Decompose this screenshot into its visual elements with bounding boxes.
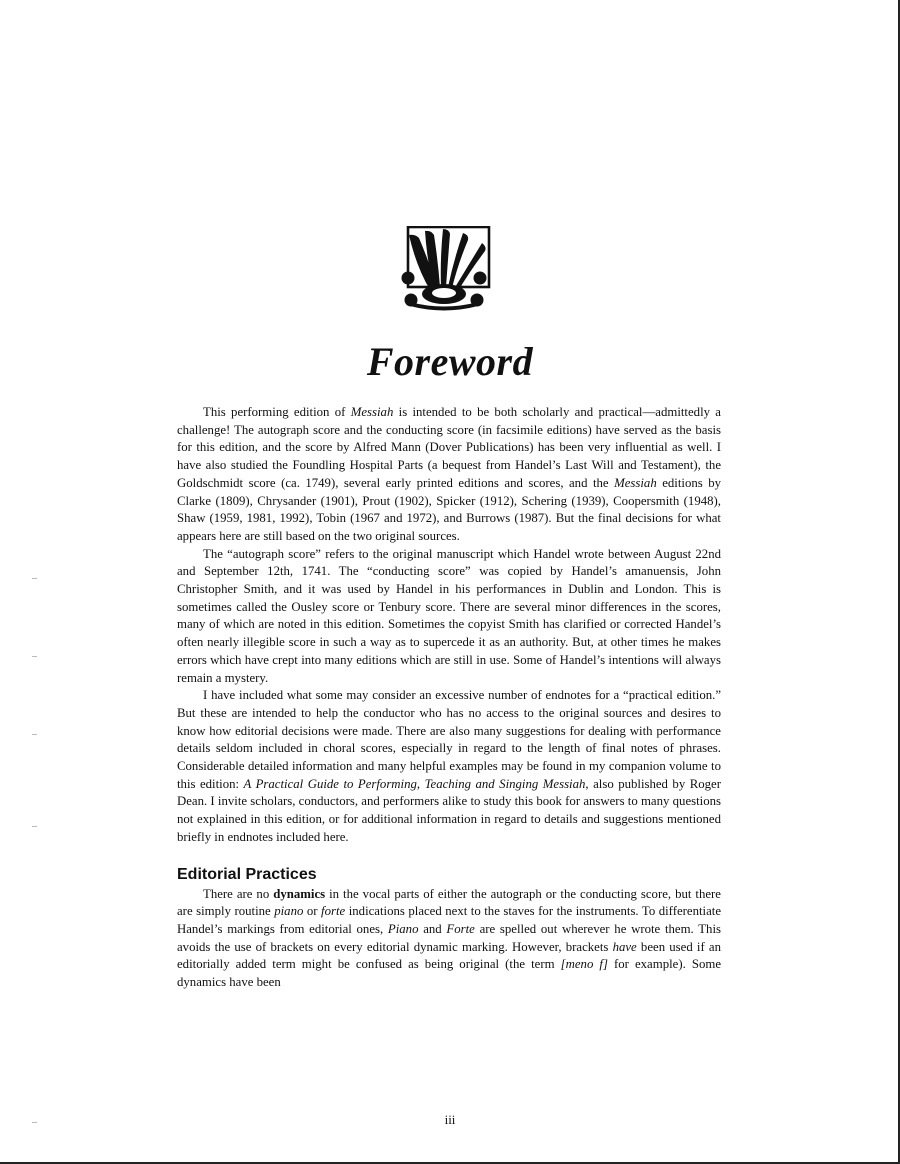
text-run: also published by Roger Dean. I invite scholars, conductors, and performers alike to study this book for answers to many questions not explained in this edition, or for additional information in regard to details and suggestions mentioned briefly in endnotes included here. — [177, 776, 721, 844]
italic-text: Forte — [446, 921, 475, 936]
italic-text: [meno f] — [560, 957, 608, 972]
text-run: indications placed next to the staves for the instruments. To differentiate Handel’s markings from editorial ones, — [177, 904, 722, 936]
foreword-paragraph — [177, 687, 721, 846]
foreword-paragraph — [177, 546, 721, 688]
margin-mark — [32, 578, 37, 579]
section-paragraph — [177, 886, 721, 992]
fan-ornament-icon — [396, 226, 492, 312]
text-run: This performing edition of — [203, 405, 351, 419]
text-run: been used if an editorially added term might be confused as being original (the term — [177, 939, 721, 972]
margin-mark — [32, 826, 37, 827]
text-run: for example). Some dynamics have been — [177, 957, 721, 990]
italic-text: Piano — [387, 921, 419, 936]
text-run: are spelled out wherever he wrote them. This avoids the use of brackets on every editorial dynamic marking. However, brackets — [177, 921, 721, 954]
text-run: is intended to be both scholarly and practical—admittedly a challenge! The autograph score and the conducting score (in facsimile editions) have served as the basis for this edition, and the score by Alfred Mann (Dover Publications) has been very influential as well. I have also studied the Foundling Hospital Parts (a bequest from Handel’s Last Will and Testament), the Goldschmidt score (ca. 1749), several early printed editions and scores, and the — [177, 405, 721, 490]
text-run: editions by Clarke (1809), Chrysander (1901), Prout (1902), Spicker (1912), Schering (1939), Coopersmith (1948), Shaw (1959, 1981, 1992), Tobin (1967 and 1972), and Burrows (1987). But the final decisions for what appears here are still based on the two original sources. — [177, 475, 721, 543]
italic-text: A Practical Guide to Performing, Teaching and Singing Messiah, — [243, 776, 589, 791]
italic-text: Messiah — [350, 405, 394, 419]
bold-term: dynamics — [273, 886, 326, 901]
italic-text: piano — [274, 904, 304, 919]
text-run: There are no — [203, 886, 274, 901]
text-run: in the vocal parts of either the autograph or the conducting score, but there are simply routine — [177, 886, 721, 919]
text-run: or — [303, 904, 322, 919]
page-title: Foreword — [366, 339, 534, 384]
italic-text: forte — [321, 904, 346, 919]
text-run: I have included what some may consider an excessive number of endnotes for a “practical edition.” But these are intended to help the conductor who has no access to the original sources and desires to know how editorial decisions were made. There are also many suggestions for dealing with performance details seldom included in choral scores, especially in regard to the length of final notes of phrases. Considerable detailed information and many helpful examples may be found in my companion volume to this edition: — [177, 688, 721, 791]
text-run: and — [418, 921, 447, 936]
italic-text: have — [612, 939, 637, 954]
section-heading: Editorial Practices — [177, 865, 317, 883]
foreword-paragraph — [177, 404, 721, 546]
italic-text: Messiah — [614, 475, 657, 490]
text-run: The “autograph score” refers to the original manuscript which Handel wrote between August 22nd and September 12th, 1741. The “conducting score” was copied by Handel’s amanuensis, John Christopher Smith, and it was used by Handel in his performances in Dublin and London. This is sometimes called the Ousley score or Tenbury score. There are several minor differences in the scores, many of which are noted in this edition. Sometimes the copyist Smith has clarified or corrected Handel’s often nearly illegible score in such a way as to supercede it as an authority. But, at other times he makes errors which have crept into many editions which are still in use. Some of Handel’s intentions will always remain a mystery. — [177, 546, 721, 685]
margin-mark — [32, 734, 37, 735]
page-number: iii — [444, 1112, 456, 1127]
margin-mark — [32, 656, 37, 657]
foreword-body — [177, 404, 721, 992]
